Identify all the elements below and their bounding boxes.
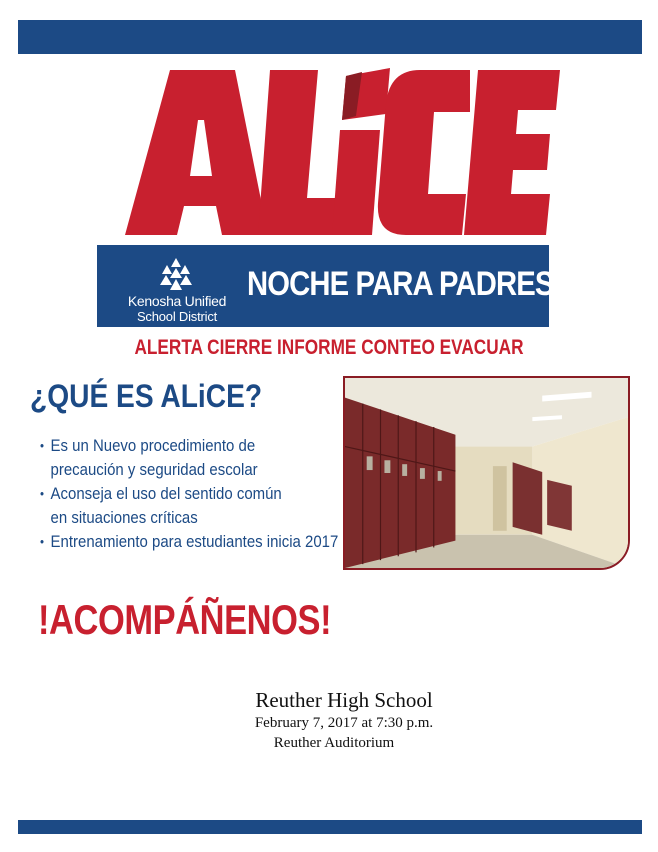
event-datetime: February 7, 2017 at 7:30 p.m. [254, 715, 434, 731]
bullet-item: • Es un Nuevo procedimiento de [40, 434, 313, 458]
district-logo [107, 253, 237, 323]
event-school: Reuther High School [255, 688, 433, 712]
info-bullet-list [40, 434, 350, 554]
parents-night-banner [97, 245, 554, 327]
alice-logo-title [0, 58, 658, 243]
kenosha-tree-icon [157, 257, 195, 291]
bullet-item-continued: precaución y seguridad escolar [50, 460, 258, 479]
bottom-bar [18, 820, 642, 834]
bullet-item: • Entrenamiento para estudiantes inicia 2017 [40, 530, 313, 554]
bullet-item-continued: en situaciones críticas [50, 508, 198, 527]
question-heading: ¿QUÉ ES ALiCE? [30, 378, 263, 414]
bullet-item: • Aconseja el uso del sentido común [40, 482, 313, 506]
event-place: Reuther Auditorium [273, 735, 395, 751]
top-bar [18, 20, 642, 54]
banner-heading: NOCHE PARA PADRES [247, 265, 554, 303]
district-name-line2: School District [136, 309, 218, 324]
call-to-action: !ACOMPÁÑENOS! [38, 596, 332, 643]
school-hallway-lockers-image [343, 376, 630, 570]
district-name-line1: Kenosha Unified [127, 293, 227, 309]
acronym-line: ALERTA CIERRE INFORME CONTEO EVACUAR [134, 336, 524, 359]
